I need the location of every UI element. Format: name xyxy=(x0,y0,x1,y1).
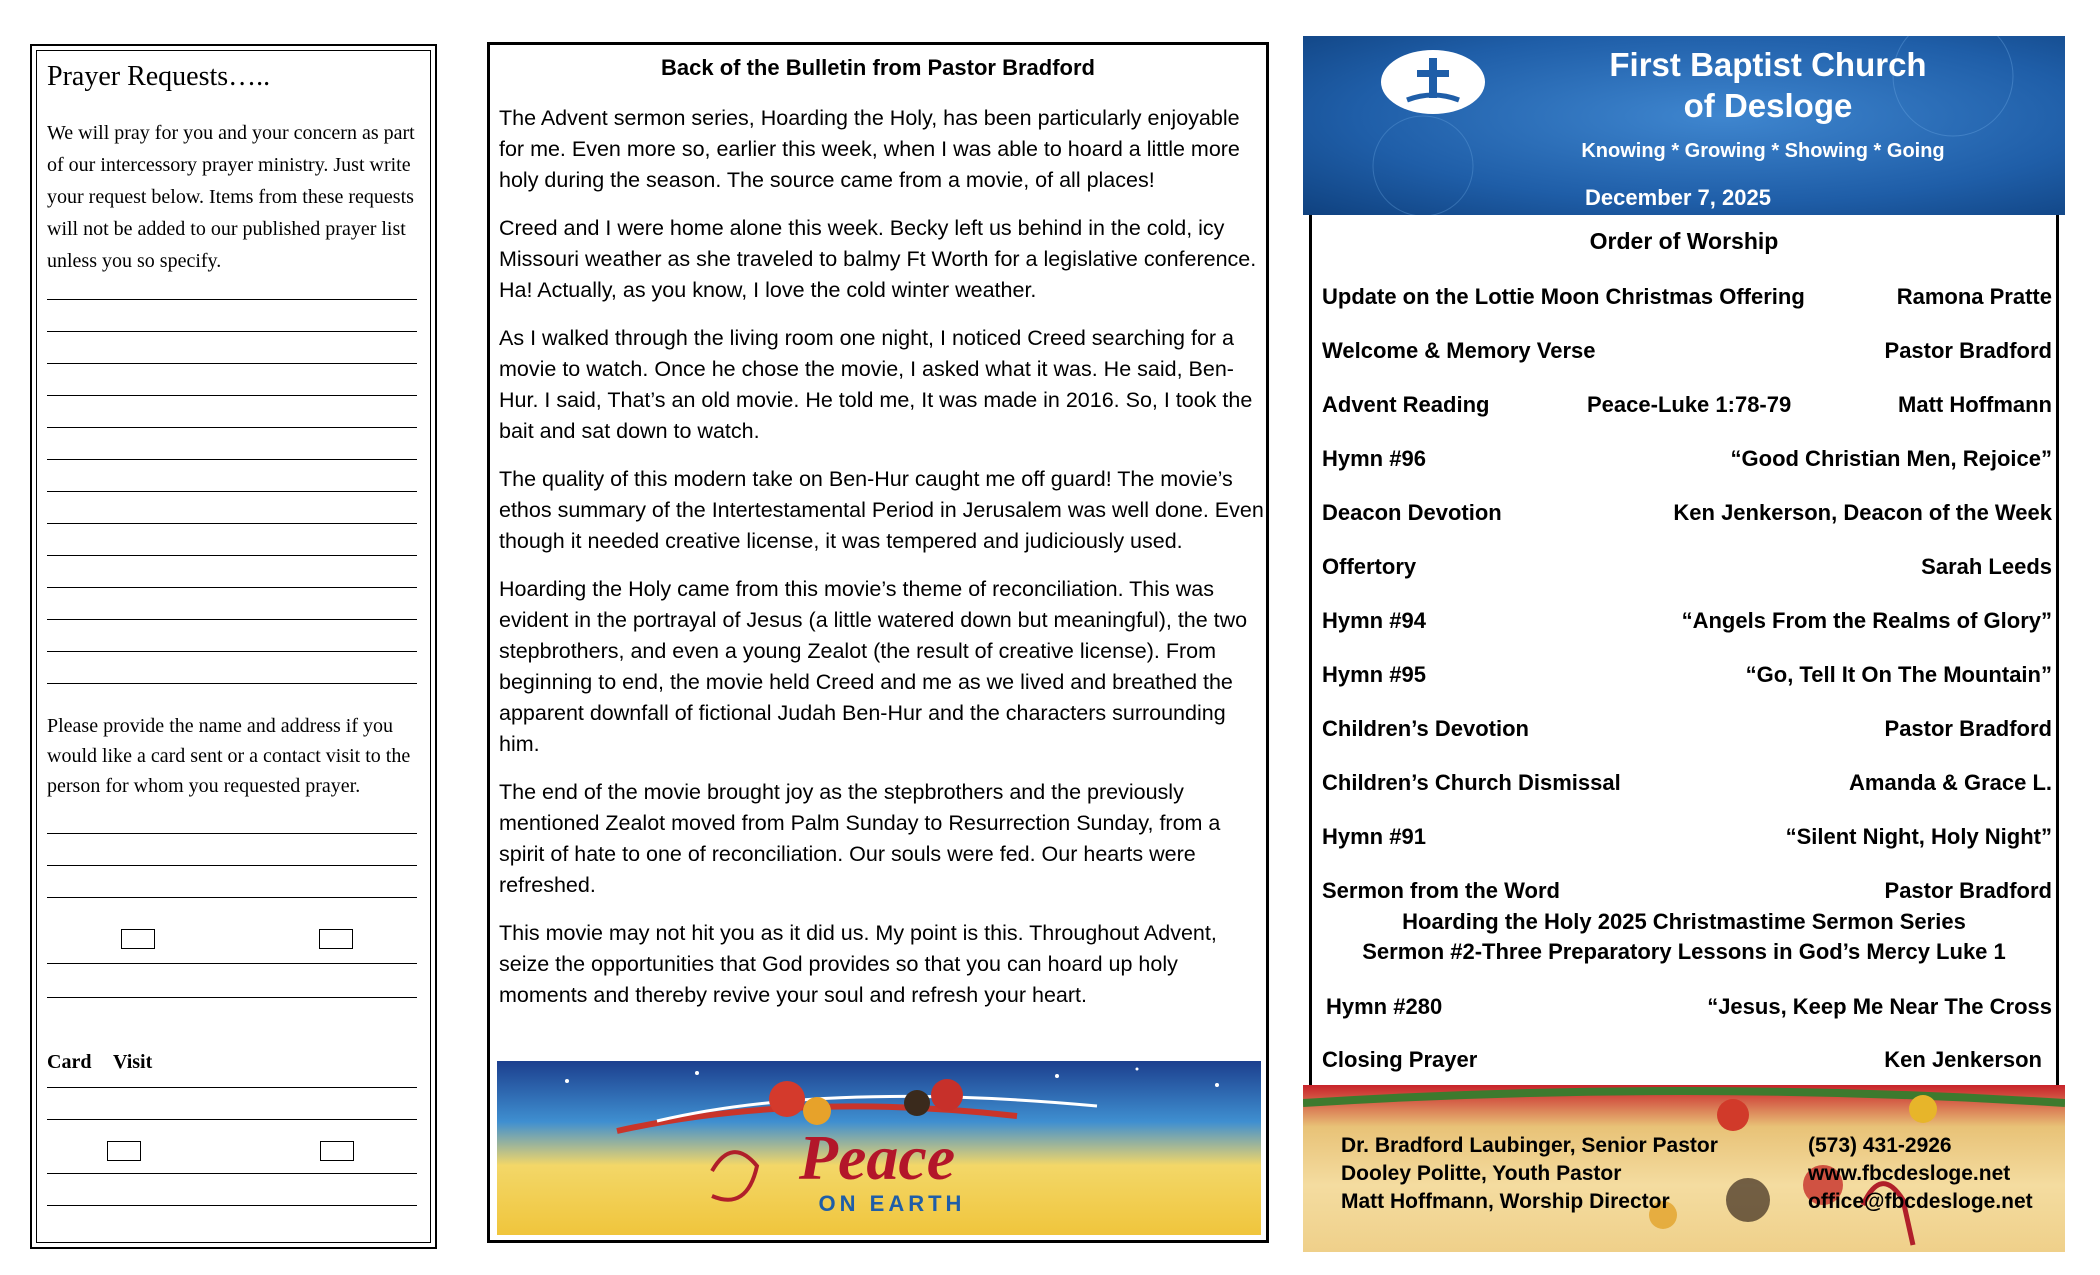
letter-paragraph: This movie may not hit you as it did us. My point is this. Throughout Advent, seize the opportunities that God provides so that you can hoard up holy moments and thereby revive your soul and refresh your heart. xyxy=(499,921,1217,1007)
worship-item xyxy=(1322,662,2052,692)
card-checkbox[interactable] xyxy=(107,1141,141,1161)
request-line[interactable] xyxy=(47,331,417,332)
letter-paragraph: The quality of this modern take on Ben-Hur caught me off guard! The movie’s ethos summary of the Intertestamental Period in Jerusalem was well done. Even though it needed creative license, it was tempered and judiciously used. xyxy=(499,467,1264,553)
checkbox[interactable] xyxy=(319,929,353,949)
worship-item-label: Hymn #91 xyxy=(1322,824,1426,849)
church-phone: (573) 431-2926 xyxy=(1808,1134,1952,1157)
church-logo-icon xyxy=(1381,50,1485,114)
worship-item-leader: Pastor Bradford xyxy=(1884,878,2052,903)
church-header-banner xyxy=(1303,36,2065,215)
church-email-link[interactable]: office@fbcdesloge.net xyxy=(1808,1190,2033,1213)
letter-paragraph: The Advent sermon series, Hoarding the Holy, has been particularly enjoyable for me. Even more so, earlier this week, when I was able to hoard a little more holy during the season. The source came from a movie, of all places! xyxy=(499,106,1240,192)
worship-item-leader: Pastor Bradford xyxy=(1884,338,2052,363)
pastor-letter-panel xyxy=(487,42,1269,1243)
contact-line[interactable] xyxy=(47,963,417,964)
hymn-title: “Jesus, Keep Me Near The Cross xyxy=(1707,994,2052,1019)
worship-item-label: Welcome & Memory Verse xyxy=(1322,338,1596,363)
worship-item-label: Hymn #96 xyxy=(1322,446,1426,471)
contact-line[interactable] xyxy=(47,1173,417,1174)
letter-paragraph: The end of the movie brought joy as the stepbrothers and the previously mentioned Zealot moved from Palm Sunday to Resurrection Sunday, from a spirit of hate to one of reconciliation. Our souls were fed. Our hearts were refreshed. xyxy=(499,780,1221,897)
sermon-series: Hoarding the Holy 2025 Christmastime Sermon Series xyxy=(1402,909,1966,934)
worship-item-label: Closing Prayer xyxy=(1322,1047,1478,1072)
contact-instructions: Please provide the name and address if you would like a card sent or a contact visit to the person for whom you requested prayer. xyxy=(47,715,411,797)
worship-item xyxy=(1322,878,2052,908)
letter-paragraph: As I walked through the living room one night, I noticed Creed searching for a movie to watch. Once he chose the movie, I asked what it was. He said, Ben-Hur. I said, That’s an old movie. He told me, It was made in 2016. So, I took the bait and sat down to watch. xyxy=(499,326,1253,443)
letter-paragraph: Hoarding the Holy came from this movie’s theme of reconciliation. This was evident in the portrayal of Jesus (a little watered down but meaningful), the two stepbrothers, and even a young Zealot (the result of creative license). From beginning to end, the movie held Creed and me as we lived and breathed the apparent downfall of fictional Judah Ben-Hur and the characters surrounding him. xyxy=(499,577,1248,756)
visit-checkbox[interactable] xyxy=(320,1141,354,1161)
worship-item xyxy=(1322,1047,2042,1077)
contact-line[interactable] xyxy=(47,897,417,898)
hymn-title: “Go, Tell It On The Mountain” xyxy=(1745,662,2052,687)
worship-item-leader: Sarah Leeds xyxy=(1921,554,2052,579)
request-line[interactable] xyxy=(47,427,417,428)
staff-youth-pastor: Dooley Politte, Youth Pastor xyxy=(1341,1162,1622,1185)
worship-item-label: Update on the Lottie Moon Christmas Offering xyxy=(1322,284,1805,309)
request-line[interactable] xyxy=(47,363,417,364)
worship-item xyxy=(1322,608,2052,638)
advent-scripture: Peace-Luke 1:78-79 xyxy=(1587,392,1792,417)
request-line[interactable] xyxy=(47,683,417,684)
prayer-request-inner-border xyxy=(36,50,431,1243)
prayer-requests-intro: We will pray for you and your concern as part of our intercessory prayer ministry. Just write your request below. Items from these requests will not be added to our published prayer list unless you so specify. xyxy=(47,122,415,272)
contact-line[interactable] xyxy=(47,997,417,998)
request-line[interactable] xyxy=(47,523,417,524)
worship-item xyxy=(1322,392,2052,422)
request-line[interactable] xyxy=(47,555,417,556)
letter-title: Back of the Bulletin from Pastor Bradford xyxy=(661,55,1095,80)
worship-item-label: Hymn #94 xyxy=(1322,608,1426,633)
peace-word: Peace xyxy=(798,1122,956,1193)
peace-on-earth-artwork xyxy=(497,1061,1261,1235)
letter-body xyxy=(499,103,1267,1028)
worship-item-label: Offertory xyxy=(1322,554,1417,579)
contact-line[interactable] xyxy=(47,833,417,834)
contact-line[interactable] xyxy=(47,1087,417,1088)
prayer-requests-title: Prayer Requests….. xyxy=(47,61,271,92)
order-of-worship-panel xyxy=(1303,36,2065,1252)
prayer-request-panel xyxy=(30,44,437,1249)
worship-item xyxy=(1326,994,2052,1024)
visit-label: Visit xyxy=(113,1051,153,1073)
worship-item xyxy=(1322,716,2052,746)
letter-paragraph: Creed and I were home alone this week. Becky left us behind in the cold, icy Missouri weather as she traveled to balmy Ft Worth for a legislative conference. Ha! Actually, as you know, I love the cold winter weather. xyxy=(499,216,1257,302)
request-line[interactable] xyxy=(47,459,417,460)
worship-item-leader: Ken Jenkerson xyxy=(1884,1047,2042,1072)
church-website-link[interactable]: www.fbcdesloge.net xyxy=(1808,1162,2011,1185)
staff-senior-pastor: Dr. Bradford Laubinger, Senior Pastor xyxy=(1341,1134,1718,1157)
worship-item-leader: Ramona Pratte xyxy=(1896,284,2052,309)
worship-item-label: Children’s Devotion xyxy=(1322,716,1529,741)
worship-item-leader: Amanda & Grace L. xyxy=(1849,770,2052,795)
worship-item-label: Hymn #280 xyxy=(1326,994,1443,1019)
contact-line[interactable] xyxy=(47,865,417,866)
worship-item xyxy=(1322,554,2052,584)
worship-item xyxy=(1322,770,2052,800)
staff-worship-director: Matt Hoffmann, Worship Director xyxy=(1341,1190,1670,1213)
bulletin-date: December 7, 2025 xyxy=(1585,185,1771,210)
card-label: Card xyxy=(47,1051,92,1073)
hymn-title: “Angels From the Realms of Glory” xyxy=(1681,608,2052,633)
order-of-worship-heading: Order of Worship xyxy=(1589,228,1779,254)
worship-item xyxy=(1322,500,2052,530)
worship-item xyxy=(1322,446,2052,476)
worship-item-leader: Matt Hoffmann xyxy=(1898,392,2052,417)
worship-item xyxy=(1322,338,2052,368)
request-line[interactable] xyxy=(47,619,417,620)
church-name-line2: of Desloge xyxy=(1683,87,1853,124)
checkbox[interactable] xyxy=(121,929,155,949)
worship-item-label: Advent Reading xyxy=(1322,392,1490,417)
request-line[interactable] xyxy=(47,651,417,652)
worship-item-leader: Pastor Bradford xyxy=(1884,716,2052,741)
worship-item-leader: Ken Jenkerson, Deacon of the Week xyxy=(1673,500,2052,525)
contact-line[interactable] xyxy=(47,1119,417,1120)
worship-item-label: Hymn #95 xyxy=(1322,662,1426,687)
request-line[interactable] xyxy=(47,587,417,588)
hymn-title: “Silent Night, Holy Night” xyxy=(1785,824,2052,849)
request-line[interactable] xyxy=(47,395,417,396)
request-line[interactable] xyxy=(47,299,417,300)
on-earth-word: ON EARTH xyxy=(818,1191,966,1216)
worship-item xyxy=(1322,284,2052,314)
contact-line[interactable] xyxy=(47,1205,417,1206)
sermon-title: Sermon #2-Three Preparatory Lessons in God’s Mercy Luke 1 xyxy=(1362,939,2006,964)
worship-item xyxy=(1322,824,2052,854)
church-tagline: Knowing * Growing * Showing * Going xyxy=(1581,140,1945,162)
church-name-line1: First Baptist Church xyxy=(1609,46,1927,83)
worship-item-label: Sermon from the Word xyxy=(1322,878,1560,903)
worship-item-label: Children’s Church Dismissal xyxy=(1322,770,1621,795)
request-line[interactable] xyxy=(47,491,417,492)
hymn-title: “Good Christian Men, Rejoice” xyxy=(1730,446,2052,471)
worship-item-label: Deacon Devotion xyxy=(1322,500,1502,525)
